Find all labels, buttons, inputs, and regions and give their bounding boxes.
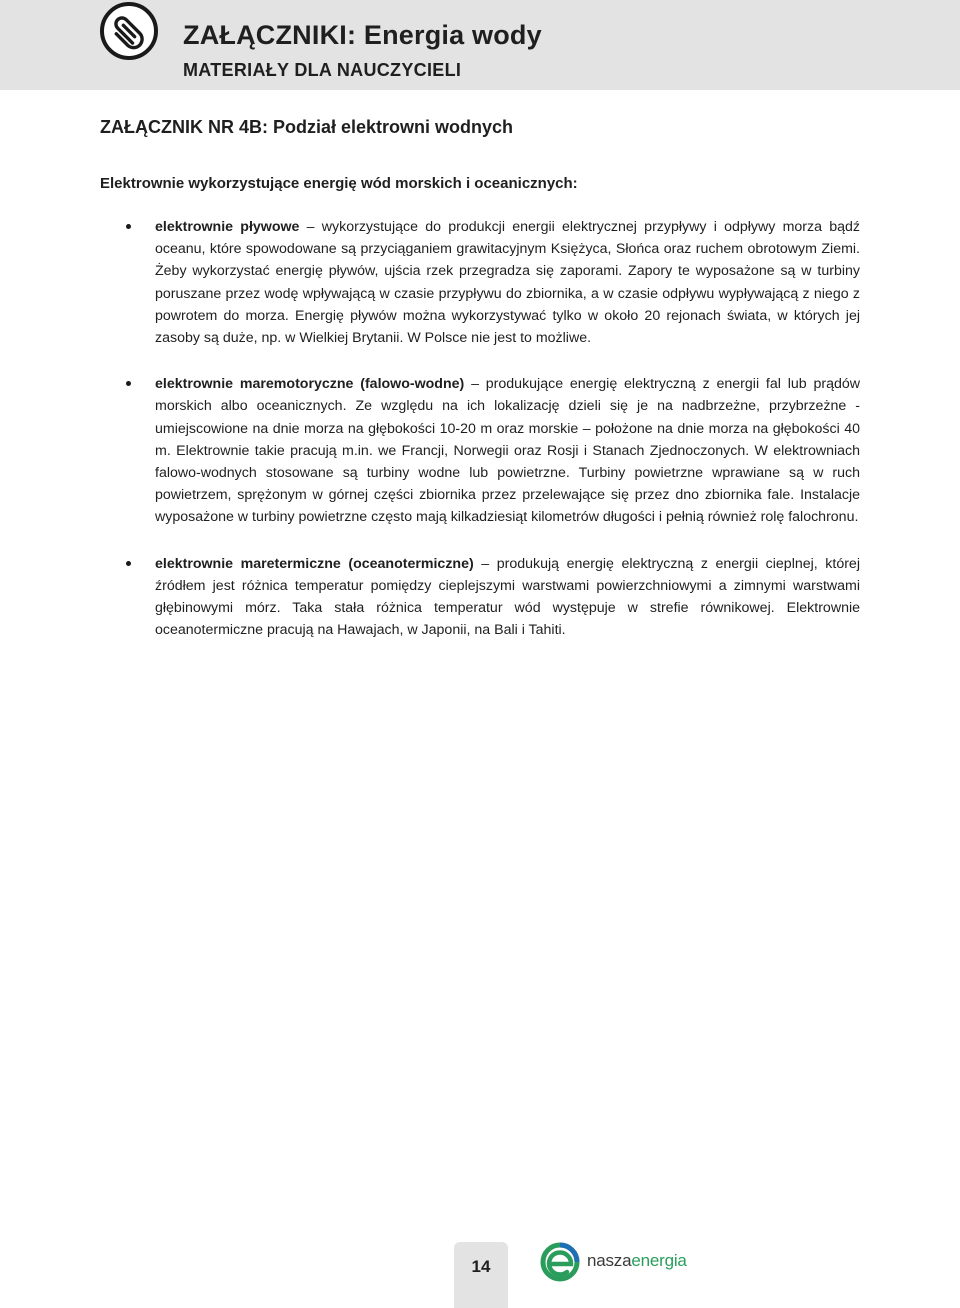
- brand-name-part1: nasza: [587, 1251, 632, 1270]
- page-title: ZAŁĄCZNIKI: Energia wody: [183, 20, 542, 50]
- naszaenergia-logo-icon: [540, 1242, 580, 1282]
- page-number: 14: [471, 1257, 491, 1276]
- bullet-icon: [126, 561, 131, 566]
- item-text: – produkują energię elektryczną z energii cieplnej, której źródłem jest różnica temperatur pomiędzy cieplejszymi warstwami powierzchniowymi a zimnymi warstwami głębinowymi mórz. Taka stała różnica temperatur wód występuje w strefie równikowej. Elektrownie oceanotermiczne pracują na Hawajach, w Japonii, na Bali i Tahiti.: [155, 555, 860, 639]
- list-item: [100, 216, 860, 349]
- item-text: – wykorzystujące do produkcji energii elektrycznej przypływy i odpływy morza bądź oceanu, które spowodowane są przyciąganiem grawitacyjnym Księżyca, Słońca oraz ruchem obrotowym Ziemi. Żeby wykorzystać energię pływów, ujścia rzek przegradza się zaporami. Zapory te wyposażone są w turbiny poruszane przez wodę wpływającą w czasie przypływu do zbiornika, a w czasie odpływu wypływającą z niego z powrotem do morza. Energię pływów można wykorzystywać tylko w około 20 rejonach świata, w których jej zasoby są duże, np. w Wielkiej Brytanii. W Polsce nie jest to możliwe.: [155, 219, 860, 347]
- item-term: elektrownie maretermiczne (oceanotermiczne): [155, 555, 474, 572]
- page-number-tab: [454, 1242, 508, 1308]
- brand-name: [587, 1251, 687, 1271]
- paperclip-icon: [100, 2, 158, 60]
- page-header: [0, 0, 960, 90]
- item-term: elektrownie maremotoryczne (falowo-wodne): [155, 376, 465, 393]
- section-title: ZAŁĄCZNIK NR 4B: Podział elektrowni wodnych: [100, 117, 514, 137]
- item-term: elektrownie pływowe: [155, 219, 300, 235]
- intro-heading: Elektrownie wykorzystujące energię wód morskich i oceanicznych:: [100, 175, 578, 192]
- bullet-icon: [126, 381, 131, 386]
- list-item: [100, 373, 860, 528]
- brand-logo: [540, 1240, 700, 1284]
- list-item: [100, 553, 860, 642]
- power-plant-list: [100, 216, 860, 665]
- item-text: – produkujące energię elektryczną z energii fal lub prądów morskich albo oceanicznych. Ze względu na ich lokalizację dzieli się je na nadbrzeżne, przybrzeżne - umiejscowione na dnie morza na głębokości 10-20 m oraz morskie – położone na dnie morza na głębokości 40 m. Elektrownie takie pracują m.in. we Francji, Norwegii oraz Rosji i Stanach Zjednoczonych. W elektrowniach falowo-wodnych stosowane są turbiny wodne lub powietrzne. Turbiny powietrzne wprawiane są w ruch powietrzem, sprężonym w górnej części zbiornika przez przelewające się przez dno zbiornika fale. Instalacje wyposażone w turbiny powietrzne często mają kilkadziesiąt kilometrów długości i pełnią również rolę falochronu.: [155, 376, 860, 526]
- page-subtitle: MATERIAŁY DLA NAUCZYCIELI: [183, 60, 462, 80]
- bullet-icon: [126, 224, 131, 229]
- brand-name-part2: energia: [631, 1251, 687, 1270]
